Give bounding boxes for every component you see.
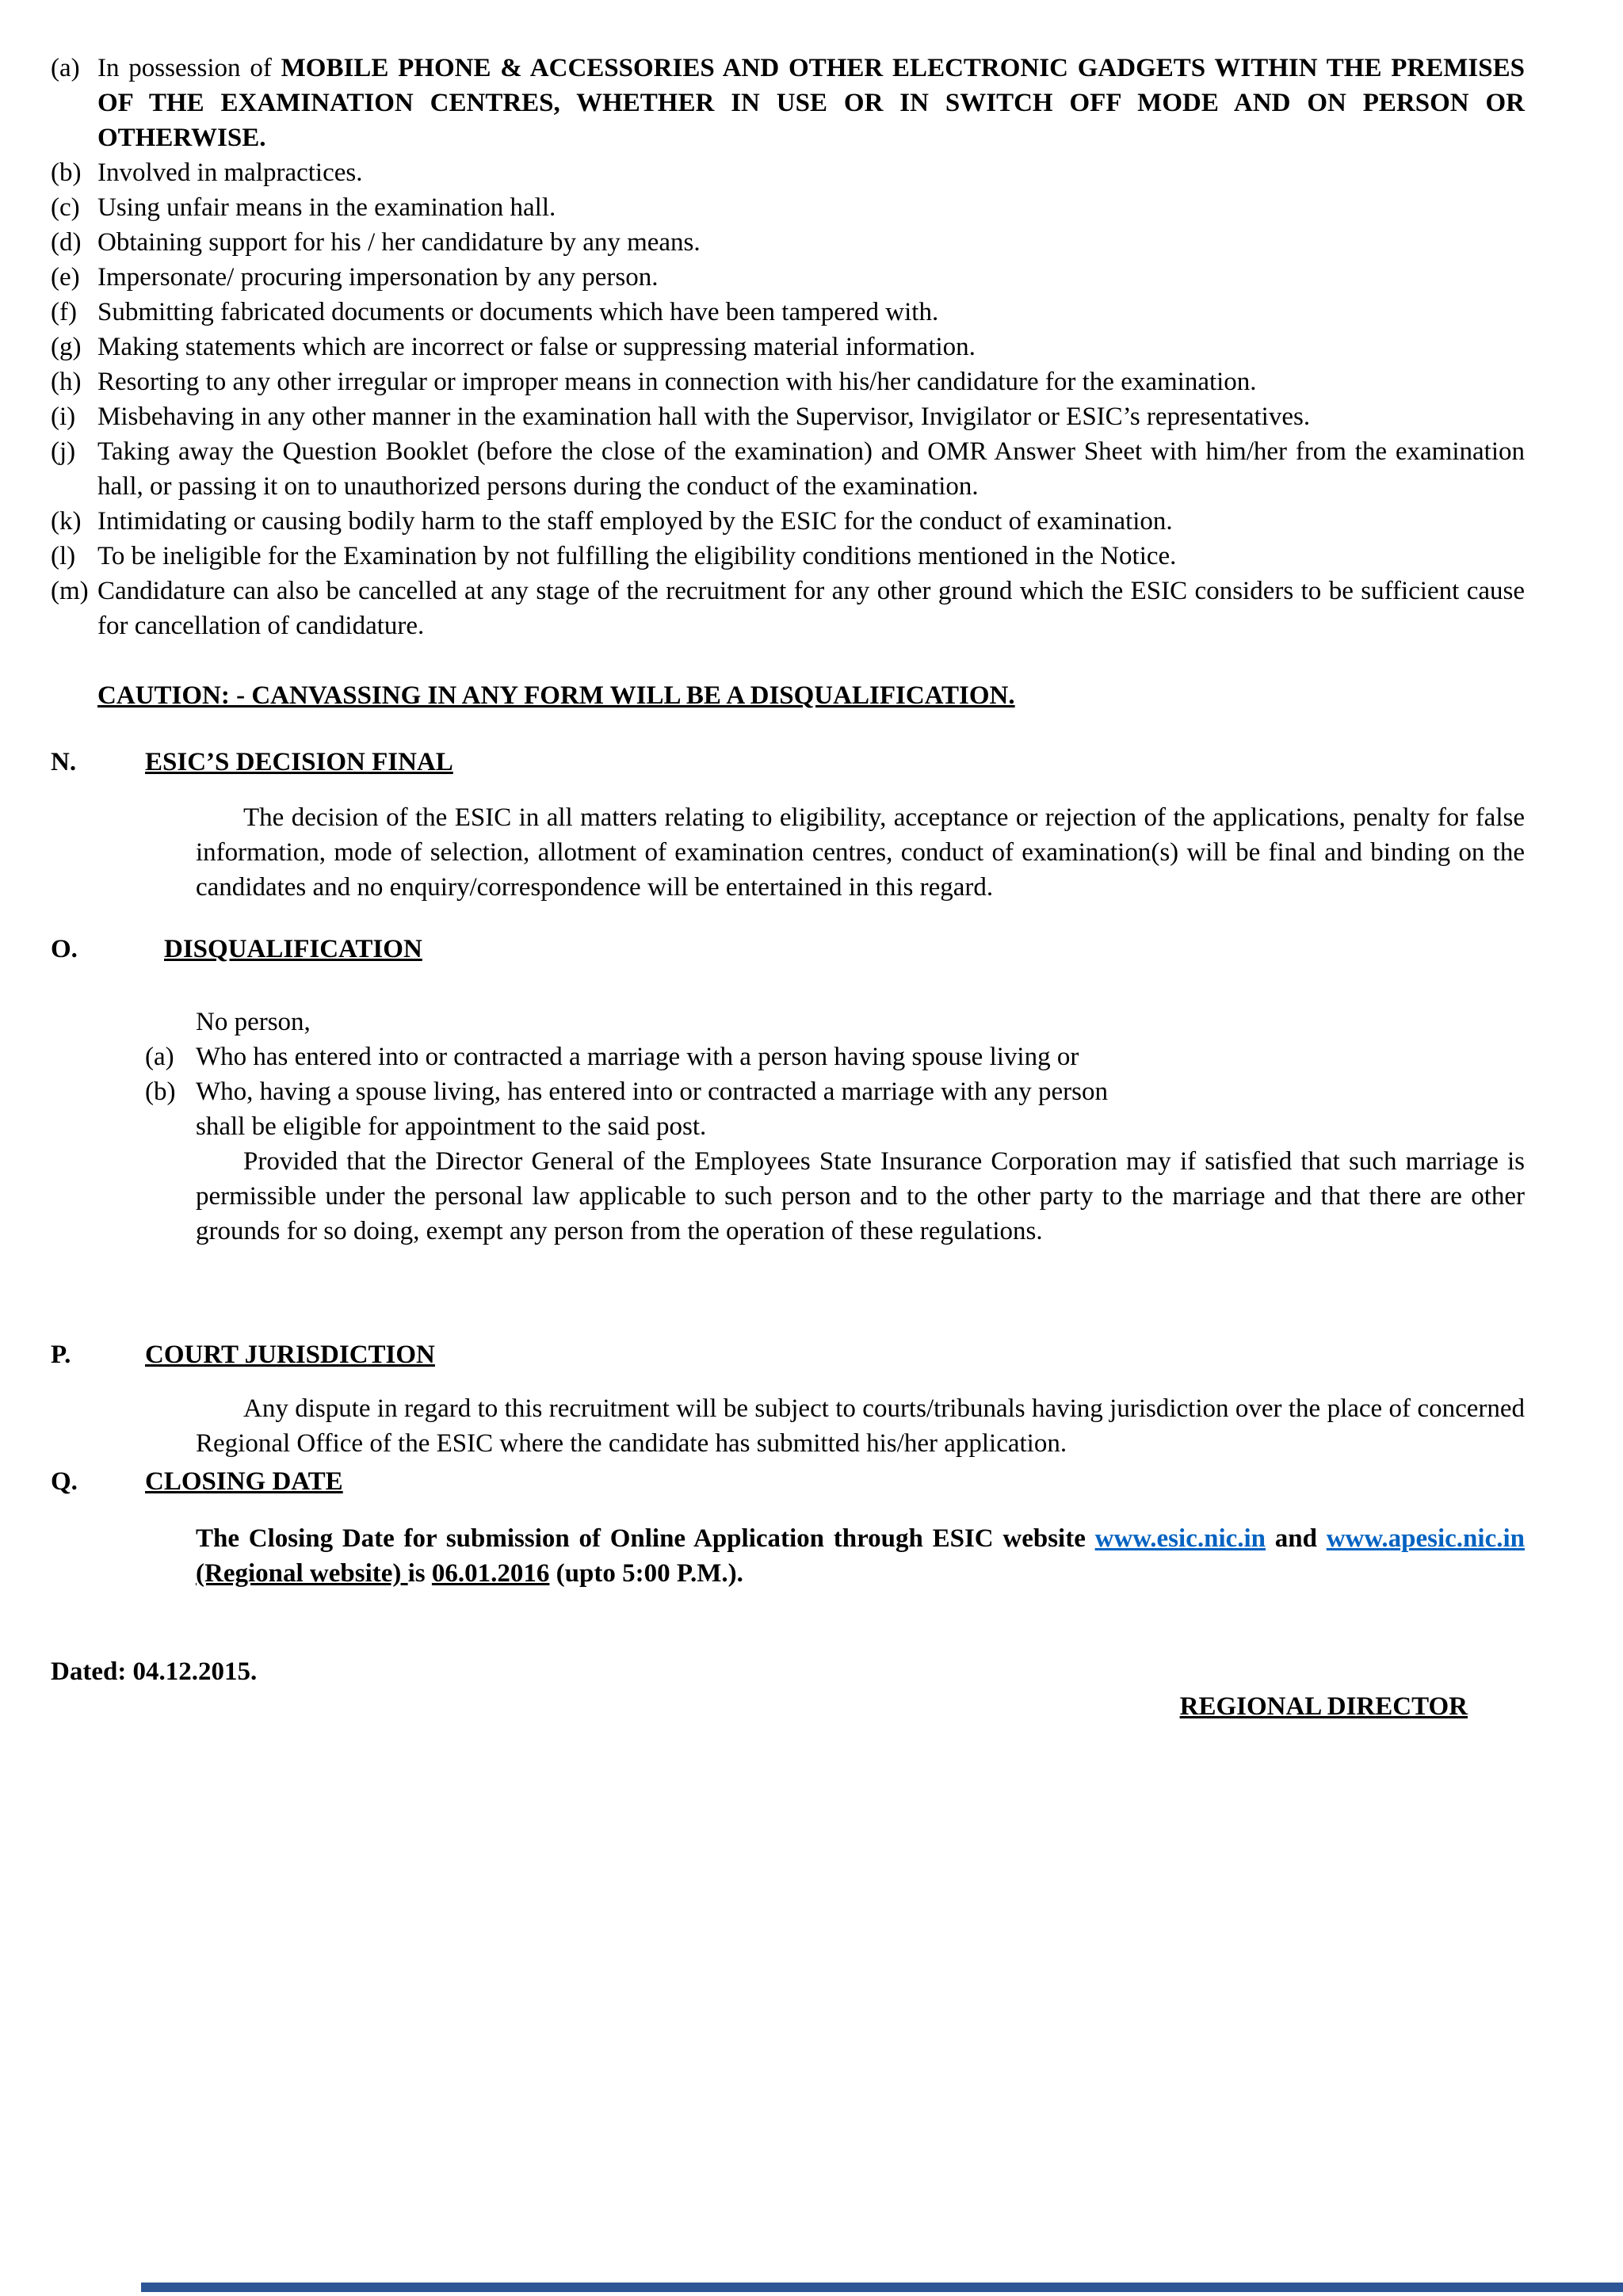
list-item-label: (c) <box>51 193 80 222</box>
list-item-text <box>97 51 1525 155</box>
list-item <box>51 190 1525 225</box>
list-item <box>51 539 1525 574</box>
list-item-text: Intimidating or causing bodily harm to the staff employed by the ESIC for the conduct of examination. <box>97 507 1173 536</box>
list-item-text-bold: MOBILE PHONE & ACCESSORIES AND OTHER ELECTRONIC GADGETS WITHIN THE PREMISES OF THE EXAMINATION CENTRES, WHETHER IN USE OR IN SWITCH OFF MODE AND ON PERSON OR OTHERWISE. <box>97 54 1525 152</box>
list-item-label: (g) <box>51 333 82 361</box>
list-item-text: Impersonate/ procuring impersonation by any person. <box>97 263 659 292</box>
list-item-text: Resorting to any other irregular or improper means in connection with his/her candidature for the examination. <box>97 368 1257 396</box>
list-item-label: (h) <box>51 368 82 396</box>
list-item <box>51 51 1525 155</box>
list-item-text: Obtaining support for his / her candidature by any means. <box>97 228 701 257</box>
list-item-text-normal: In possession of <box>97 54 281 82</box>
list-item <box>51 260 1525 295</box>
section-letter: P. <box>51 1341 71 1369</box>
list-item <box>51 399 1525 434</box>
list-item-label: (d) <box>51 228 82 257</box>
list-item-text: Submitting fabricated documents or documents which have been tampered with. <box>97 298 939 326</box>
esic-website-link[interactable]: www.esic.nic.in <box>1094 1524 1266 1553</box>
section-o-proviso: Provided that the Director General of the Employees State Insurance Corporation may if satisfied that such marriage is permissible under the personal law applicable to such person and to the other party to the marriage and that there are other grounds for so doing, exempt any person from the operation of these regulations. <box>196 1147 1525 1245</box>
list-item-label: (a) <box>51 54 80 82</box>
section-letter: O. <box>51 935 78 963</box>
section-letter: Q. <box>51 1467 78 1496</box>
sub-list-item <box>145 1074 1525 1109</box>
sub-list-item-label: (b) <box>145 1077 176 1106</box>
closing-date-lead: The Closing Date for submission of Online Application through ESIC website <box>196 1524 1095 1553</box>
list-item-label: (f) <box>51 298 77 326</box>
section-n-body: The decision of the ESIC in all matters relating to eligibility, acceptance or rejection of the applications, penalty for false information, mode of selection, allotment of examination centres, conduct of examination(s) will be final and binding on the candidates and no enquiry/correspondence will be entertained in this regard. <box>196 803 1525 902</box>
offence-list <box>51 51 1525 643</box>
list-item-text: Using unfair means in the examination hall. <box>97 193 556 222</box>
section-title: DISQUALIFICATION <box>164 935 422 963</box>
list-item-text: Taking away the Question Booklet (before the close of the examination) and OMR Answer Sheet with him/her from the examination hall, or passing it on to unauthorized persons during the conduct of the examination. <box>97 437 1525 501</box>
closing-date-mid: and <box>1266 1524 1327 1553</box>
caution-line: CAUTION: - CANVASSING IN ANY FORM WILL BE A DISQUALIFICATION. <box>97 681 1015 710</box>
list-item-text: Making statements which are incorrect or false or suppressing material information. <box>97 333 976 361</box>
section-title: COURT JURISDICTION <box>145 1341 435 1369</box>
list-item <box>51 574 1525 643</box>
sub-list-item-text: Who, having a spouse living, has entered into or contracted a marriage with any person <box>196 1077 1108 1106</box>
section-letter: N. <box>51 748 77 776</box>
section-title: CLOSING DATE <box>145 1467 343 1496</box>
list-item-text: Candidature can also be cancelled at any stage of the recruitment for any other ground which the ESIC considers to be sufficient cause for cancellation of candidature. <box>97 577 1525 640</box>
section-heading-p <box>51 1337 1525 1372</box>
list-item <box>51 504 1525 539</box>
section-o-continuation: shall be eligible for appointment to the said post. <box>196 1112 707 1141</box>
closing-date-paragraph <box>196 1521 1525 1591</box>
list-item-text: Misbehaving in any other manner in the examination hall with the Supervisor, Invigilator or ESIC’s representatives. <box>97 402 1311 431</box>
list-item-text: Involved in malpractices. <box>97 158 363 187</box>
sub-list-item-label: (a) <box>145 1043 174 1071</box>
list-item <box>51 434 1525 504</box>
list-item-label: (i) <box>51 402 76 431</box>
closing-date-mid: is <box>407 1559 432 1588</box>
list-item <box>51 225 1525 260</box>
signature-line <box>51 1689 1525 1724</box>
section-heading-o <box>51 932 1525 967</box>
closing-date-tail: (upto 5:00 P.M.). <box>549 1559 743 1588</box>
regional-website-label: (Regional website) <box>196 1559 408 1588</box>
list-item <box>51 295 1525 330</box>
list-item-label: (j) <box>51 437 76 466</box>
list-item <box>51 155 1525 190</box>
section-p-body: Any dispute in regard to this recruitment will be subject to courts/tribunals having jurisdiction over the place of concerned Regional Office of the ESIC where the candidate has submitted his/her application. <box>196 1394 1525 1458</box>
regional-director-signature: REGIONAL DIRECTOR <box>1179 1692 1468 1721</box>
dated-line: Dated: 04.12.2015. <box>51 1657 258 1686</box>
section-heading-n <box>51 745 1525 780</box>
closing-date-value: 06.01.2016 <box>431 1559 550 1588</box>
list-item-label: (m) <box>51 577 89 605</box>
list-item <box>51 364 1525 399</box>
footer-rule <box>141 2283 1623 2292</box>
list-item-label: (l) <box>51 542 76 570</box>
list-item-text: To be ineligible for the Examination by not fulfilling the eligibility conditions mentioned in the Notice. <box>97 542 1177 570</box>
list-item-label: (k) <box>51 507 82 536</box>
list-item <box>51 330 1525 364</box>
section-title: ESIC’S DECISION FINAL <box>145 748 453 776</box>
apesic-website-link[interactable]: www.apesic.nic.in <box>1326 1524 1525 1553</box>
sub-list-item-text: Who has entered into or contracted a marriage with a person having spouse living or <box>196 1043 1079 1071</box>
section-o-intro: No person, <box>196 1008 311 1036</box>
section-heading-q <box>51 1464 1525 1499</box>
sub-list-item <box>145 1039 1525 1074</box>
list-item-label: (b) <box>51 158 82 187</box>
list-item-label: (e) <box>51 263 80 292</box>
